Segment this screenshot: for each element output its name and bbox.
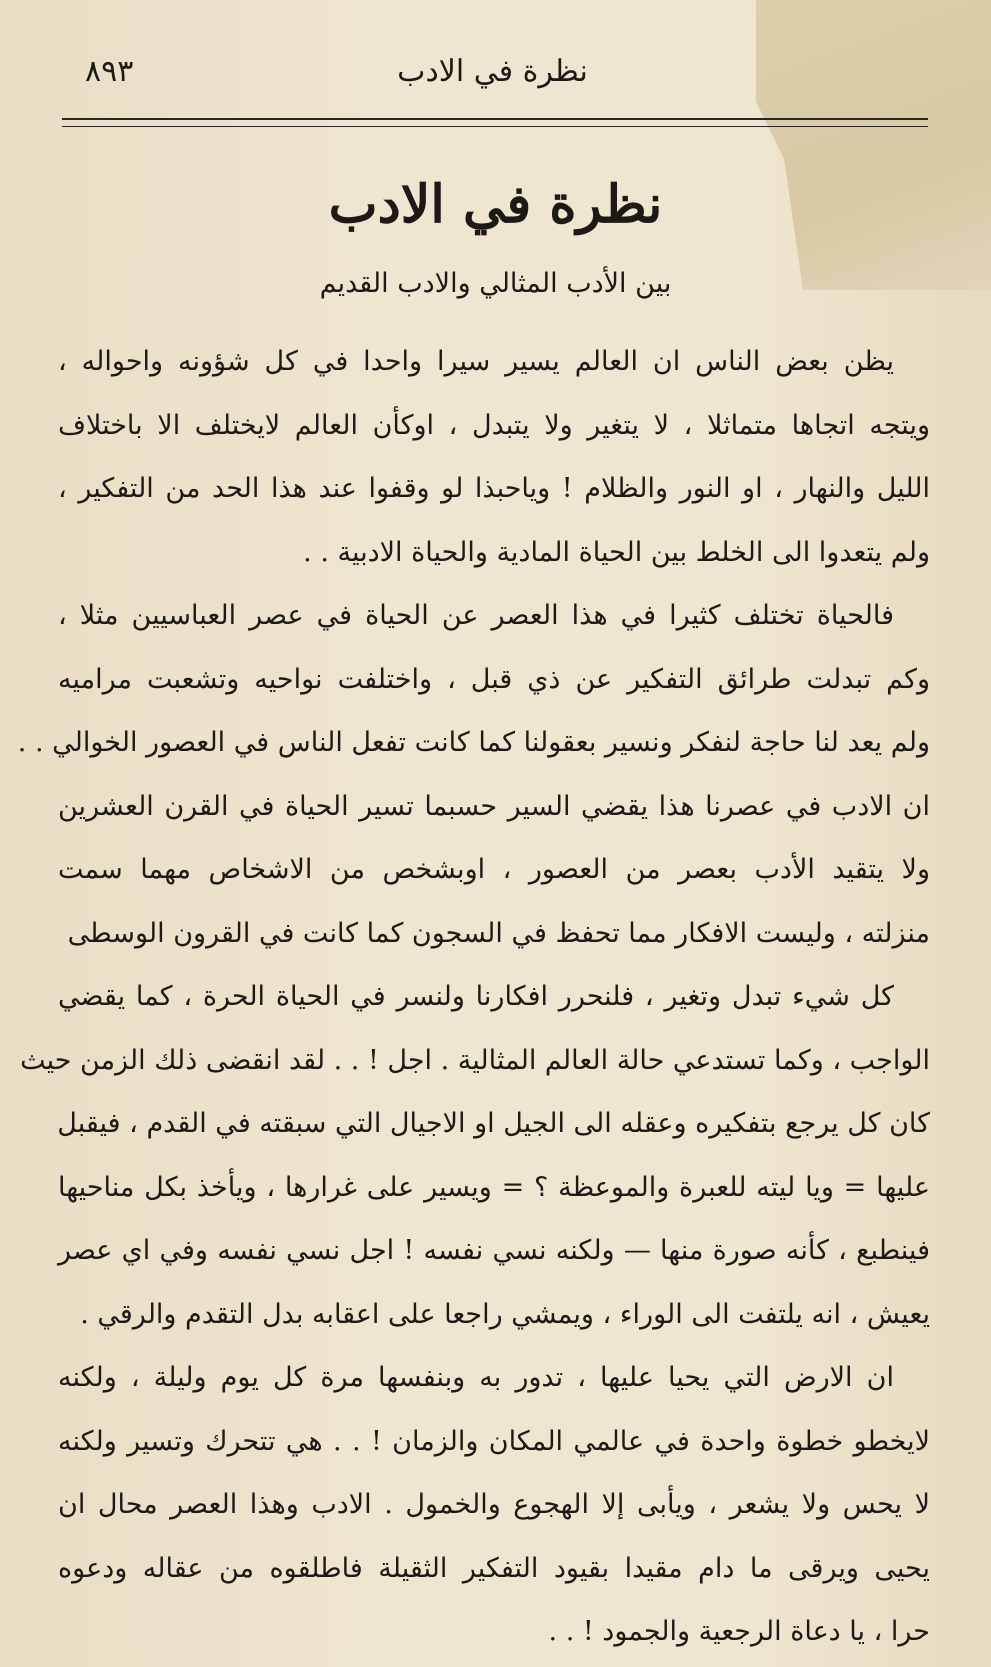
page-header [85, 50, 900, 100]
paragraph [17, 584, 930, 965]
text-line: الواجب ، وكما تستدعي حالة العالم المثالية . اجل ! . . لقد انقضى ذلك الزمن حيث [20, 1044, 930, 1076]
article-subtitle: بين الأدب المثالي والادب القديم [319, 268, 672, 299]
text-line: وكم تبدلت طرائق التفكير عن ذي قبل ، واختلفت نواحيه وتشعبت مراميه [58, 663, 930, 695]
text-line: منزلته ، وليست الافكار مما تحفظ في السجون كما كانت في القرون الوسطى [67, 917, 930, 949]
running-title: نظرة في الادب [397, 54, 588, 89]
article-body [17, 330, 930, 1664]
page-number: ٨٩٣ [85, 54, 134, 89]
text-line: ان الارض التي يحيا عليها ، تدور به وبنفسها مرة كل يوم وليلة ، ولكنه [58, 1362, 894, 1393]
paragraph [58, 330, 930, 584]
text-line: لايخطو خطوة واحدة في عالمي المكان والزمان ! . . هي تتحرك وتسير ولكنه [58, 1425, 930, 1457]
text-line: يظن بعض الناس ان العالم يسير سيرا واحدا في كل شؤونه واحواله ، [58, 346, 894, 377]
text-line: ان الادب في عصرنا هذا يقضي السير حسبما تسير الحياة في القرن العشرين [58, 790, 930, 822]
text-line: يعيش ، انه يلتفت الى الوراء ، ويمشي راجعا على اعقابه بدل التقدم والرقي . [80, 1298, 930, 1330]
paragraph [58, 1346, 930, 1664]
header-rule [62, 118, 928, 127]
text-line: عليها = ويا ليته للعبرة والموعظة ؟ = ويسير على غرارها ، ويأخذ بكل مناحيها [58, 1171, 930, 1203]
text-line: ويتجه اتجاها متماثلا ، لا يتغير ولا يتبدل ، اوكأن العالم لايختلف الا باختلاف [58, 409, 930, 441]
text-line: ولم يعد لنا حاجة لنفكر ونسير بعقولنا كما كانت تفعل الناس في العصور الخوالي . . [17, 727, 930, 758]
text-line: فينطبع ، كأنه صورة منها — ولكنه نسي نفسه ! اجل نسي نفسه وفي اي عصر [58, 1235, 930, 1266]
text-line: الليل والنهار ، او النور والظلام ! وياحبذا لو وقفوا عند هذا الحد من التفكير ، [58, 473, 930, 504]
paragraph [20, 965, 930, 1346]
text-line: فالحياة تختلف كثيرا في هذا العصر عن الحياة في عصر العباسيين مثلا ، [58, 600, 894, 631]
article-title: نظرة في الادب [328, 174, 663, 235]
text-line: ولا يتقيد الأدب بعصر من العصور ، اوبشخص من الاشخاص مهما سمت [58, 854, 930, 885]
text-line: يحيى ويرقى ما دام مقيدا بقيود التفكير الثقيلة فاطلقوه من عقاله ودعوه [58, 1552, 930, 1584]
text-line: كل شيء تبدل وتغير ، فلنحرر افكارنا ولنسر في الحياة الحرة ، كما يقضي [58, 981, 894, 1012]
text-line: لا يحس ولا يشعر ، ويأبى إلا الهجوع والخمول . الادب وهذا العصر محال ان [58, 1489, 930, 1520]
text-line: كان كل يرجع بتفكيره وعقله الى الجيل او الاجيال التي سبقته في القدم ، فيقبل [57, 1108, 930, 1139]
text-line: حرا ، يا دعاة الرجعية والجمود ! . . [548, 1616, 930, 1647]
text-line: ولم يتعدوا الى الخلط بين الحياة المادية والحياة الادبية . . [303, 536, 930, 568]
